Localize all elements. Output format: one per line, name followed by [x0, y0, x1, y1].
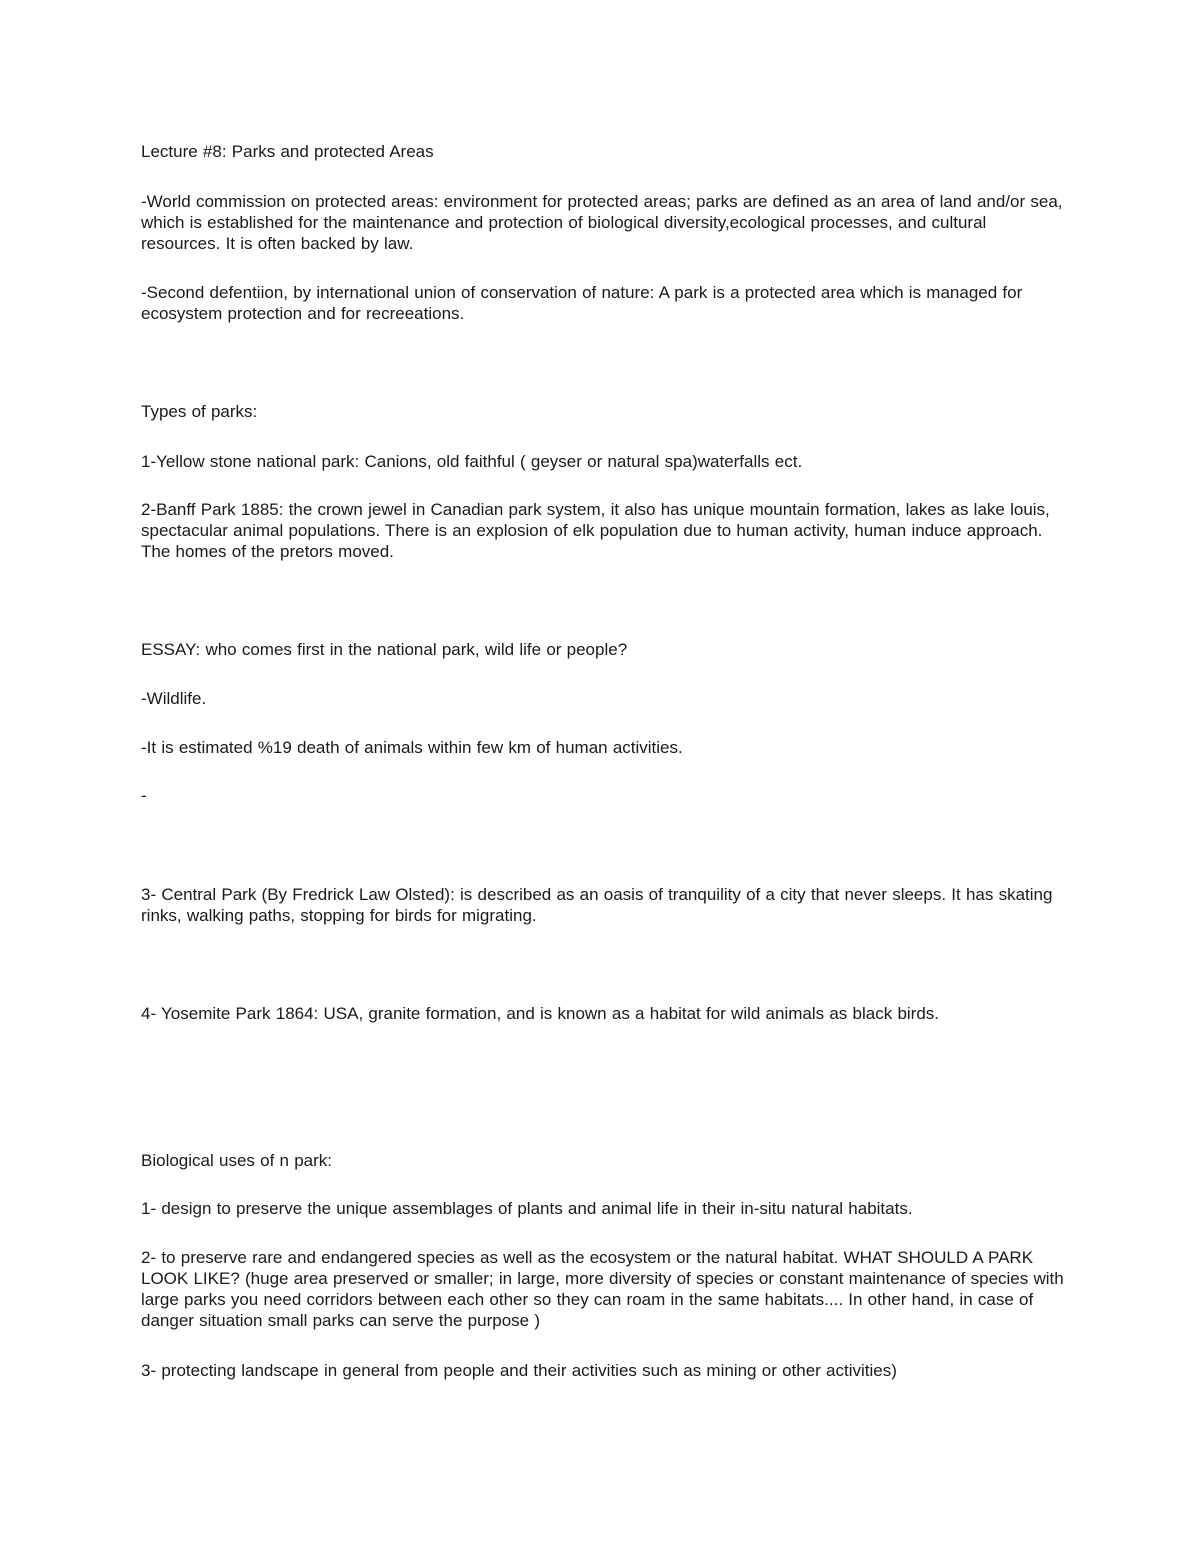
- park-type-banff: 2-Banff Park 1885: the crown jewel in Canadian park system, it also has unique mountain formation, lakes as lake louis, spectacular animal populations. There is an explosion of elk population due to human activity, human induce approach. The homes of the pretors moved.: [141, 500, 1050, 561]
- lecture-title: Lecture #8: Parks and protected Areas: [141, 142, 434, 161]
- types-of-parks-heading: Types of parks:: [141, 402, 258, 421]
- park-type-yellowstone: 1-Yellow stone national park: Canions, old faithful ( geyser or natural spa)waterfalls ect.: [141, 452, 803, 471]
- essay-point-empty: -: [141, 786, 147, 805]
- biological-use-2: 2- to preserve rare and endangered species as well as the ecosystem or the natural habitat. WHAT SHOULD A PARK LOOK LIKE? (huge area preserved or smaller; in large, more diversity of species or constant maintenance of species with large parks you need corridors between each other so they can roam in the same habitats.... In other hand, in case of danger situation small parks can serve the purpose ): [141, 1248, 1064, 1330]
- biological-use-1: 1- design to preserve the unique assemblages of plants and animal life in their in-situ natural habitats.: [141, 1199, 913, 1218]
- essay-point-wildlife: -Wildlife.: [141, 689, 207, 708]
- definition-paragraph-2: -Second defentiion, by international union of conservation of nature: A park is a protected area which is managed for ecosystem protection and for recreeations.: [141, 283, 1023, 323]
- park-type-yosemite: 4- Yosemite Park 1864: USA, granite formation, and is known as a habitat for wild animals as black birds.: [141, 1004, 940, 1023]
- biological-use-3: 3- protecting landscape in general from people and their activities such as mining or other activities): [141, 1361, 897, 1380]
- essay-point-estimate: -It is estimated %19 death of animals within few km of human activities.: [141, 738, 683, 757]
- essay-question: ESSAY: who comes first in the national park, wild life or people?: [141, 640, 628, 659]
- definition-paragraph-1: -World commission on protected areas: environment for protected areas; parks are defined as an area of land and/or sea, which is established for the maintenance and protection of biological diversity,ecological processes, and cultural resources. It is often backed by law.: [141, 192, 1063, 253]
- park-type-central-park: 3- Central Park (By Fredrick Law Olsted): is described as an oasis of tranquility of a city that never sleeps. It has skating rinks, walking paths, stopping for birds for migrating.: [141, 885, 1053, 925]
- biological-uses-heading: Biological uses of n park:: [141, 1151, 332, 1170]
